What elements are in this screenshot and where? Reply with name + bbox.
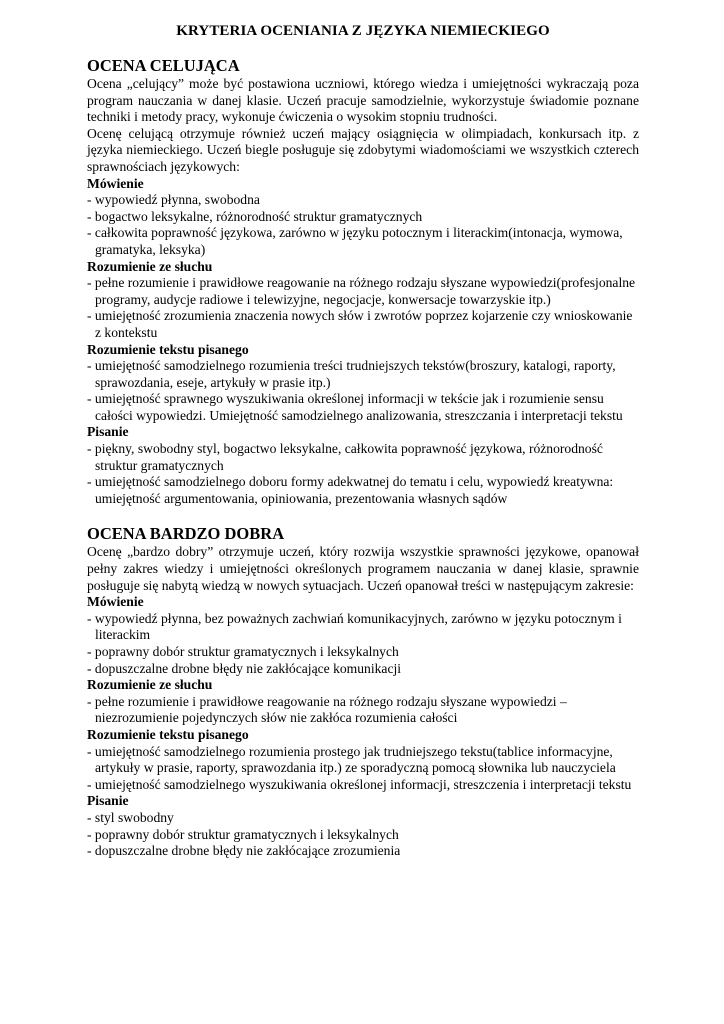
grade-section (87, 524, 639, 859)
section-paragraph: Ocenę „bardzo dobry” otrzymuje uczeń, który rozwija wszystkie sprawności językowe, opanował pełny zakres wiedzy i umiejętności określonych programem nauczania w danej klasie, sprawnie posługuje się nabytą wiedzą w nowych sytuacjach. Uczeń opanował treści w następującym zakresie: (87, 544, 639, 593)
grade-section (87, 56, 639, 507)
criteria-item: - bogactwo leksykalne, różnorodność struktur gramatycznych (87, 208, 423, 224)
criteria-item: - poprawny dobór struktur gramatycznych i leksykalnych (87, 826, 399, 842)
criteria-list (87, 611, 639, 677)
criteria-list (87, 441, 639, 507)
skill-heading: Rozumienie ze słuchu (87, 677, 213, 693)
section-heading: OCENA BARDZO DOBRA (87, 524, 285, 544)
criteria-item: - dopuszczalne drobne błędy nie zakłócające zrozumienia (87, 843, 401, 859)
criteria-item: - pełne rozumienie i prawidłowe reagowanie na różnego rodzaju słyszane wypowiedzi(profesjonalne programy, audycje radiowe i telewizyjne, negocjacje, konwersacje towarzyskie itp.) (87, 275, 636, 307)
skill-heading: Pisanie (87, 793, 129, 809)
criteria-item: - pełne rozumienie i prawidłowe reagowanie na różnego rodzaju słyszane wypowiedzi – niezrozumienie pojedynczych słów nie zakłóca rozumienia całości (87, 693, 567, 726)
document-page (87, 22, 639, 860)
criteria-item: - wypowiedź płynna, bez poważnych zachwiań komunikacyjnych, zarówno w języku potocznym i literackim (87, 610, 622, 643)
criteria-list (87, 358, 639, 424)
skill-heading: Rozumienie tekstu pisanego (87, 341, 249, 357)
section-paragraph: Ocenę celującą otrzymuje również uczeń mający osiągnięcia w olimpiadach, konkursach itp. z języka niemieckiego. Uczeń biegle posługuje się zdobytymi wiadomościami we wszystkich czterech sprawnościach językowych: (87, 125, 639, 174)
sections-container (87, 56, 639, 860)
criteria-list (87, 694, 639, 727)
criteria-list (87, 744, 639, 794)
skill-heading: Mówienie (87, 175, 144, 191)
section-paragraph: Ocena „celujący” może być postawiona uczniowi, którego wiedza i umiejętności wykraczają poza program nauczania w danej klasie. Uczeń pracuje samodzielnie, wykorzystuje świadomie poznane techniki i metody pracy, wykonuje ćwiczenia o wysokim stopniu trudności. (87, 76, 639, 125)
criteria-item: - całkowita poprawność językowa, zarówno w języku potocznym i literackim(intonacja, wymowa, gramatyka, leksyka) (87, 225, 623, 257)
skill-heading: Rozumienie tekstu pisanego (87, 726, 249, 742)
criteria-item: - umiejętność samodzielnego rozumienia prostego jak trudniejszego tekstu(tablice informacyjne, artykuły w prasie, raporty, sprawozdania itp.) ze sporadyczną pomocą słownika lub nauczyciela (87, 743, 616, 776)
criteria-item: - dopuszczalne drobne błędy nie zakłócające komunikacji (87, 660, 402, 676)
criteria-item: - piękny, swobodny styl, bogactwo leksykalne, całkowita poprawność językowa, różnorodność struktur gramatycznych (87, 441, 603, 473)
criteria-list (87, 192, 639, 258)
skill-heading: Mówienie (87, 594, 144, 610)
criteria-item: - poprawny dobór struktur gramatycznych i leksykalnych (87, 644, 399, 659)
criteria-item: - umiejętność samodzielnego rozumienia treści trudniejszych tekstów(broszury, katalogi, raporty, sprawozdania, eseje, artykuły w prasie itp.) (87, 358, 616, 390)
skill-heading: Rozumienie ze słuchu (87, 258, 213, 274)
criteria-item: - styl swobodny (87, 809, 174, 825)
skill-heading: Pisanie (87, 424, 129, 440)
criteria-list (87, 275, 639, 341)
document-title: KRYTERIA OCENIANIA Z JĘZYKA NIEMIECKIEGO (176, 23, 550, 39)
criteria-item: - umiejętność samodzielnego doboru formy adekwatnej do tematu i celu, wypowiedź kreatywna: umiejętność argumentowania, opiniowania, prezentowania własnych sądów (87, 474, 614, 506)
section-gap (87, 507, 639, 524)
section-heading: OCENA CELUJĄCA (87, 56, 240, 75)
criteria-item: - wypowiedź płynna, swobodna (87, 192, 260, 208)
criteria-item: - umiejętność sprawnego wyszukiwania określonej informacji w tekście jak i rozumienie sensu całości wypowiedzi. Umiejętność samodzielnego analizowania, streszczania i interpretacji tekstu (87, 391, 623, 423)
criteria-item: - umiejętność zrozumienia znaczenia nowych słów i zwrotów poprzez kojarzenie czy wnioskowanie z kontekstu (87, 308, 633, 340)
criteria-item: - umiejętność samodzielnego wyszukiwania określonej informacji, streszczenia i interpretacji tekstu (87, 776, 632, 792)
criteria-list (87, 810, 639, 860)
